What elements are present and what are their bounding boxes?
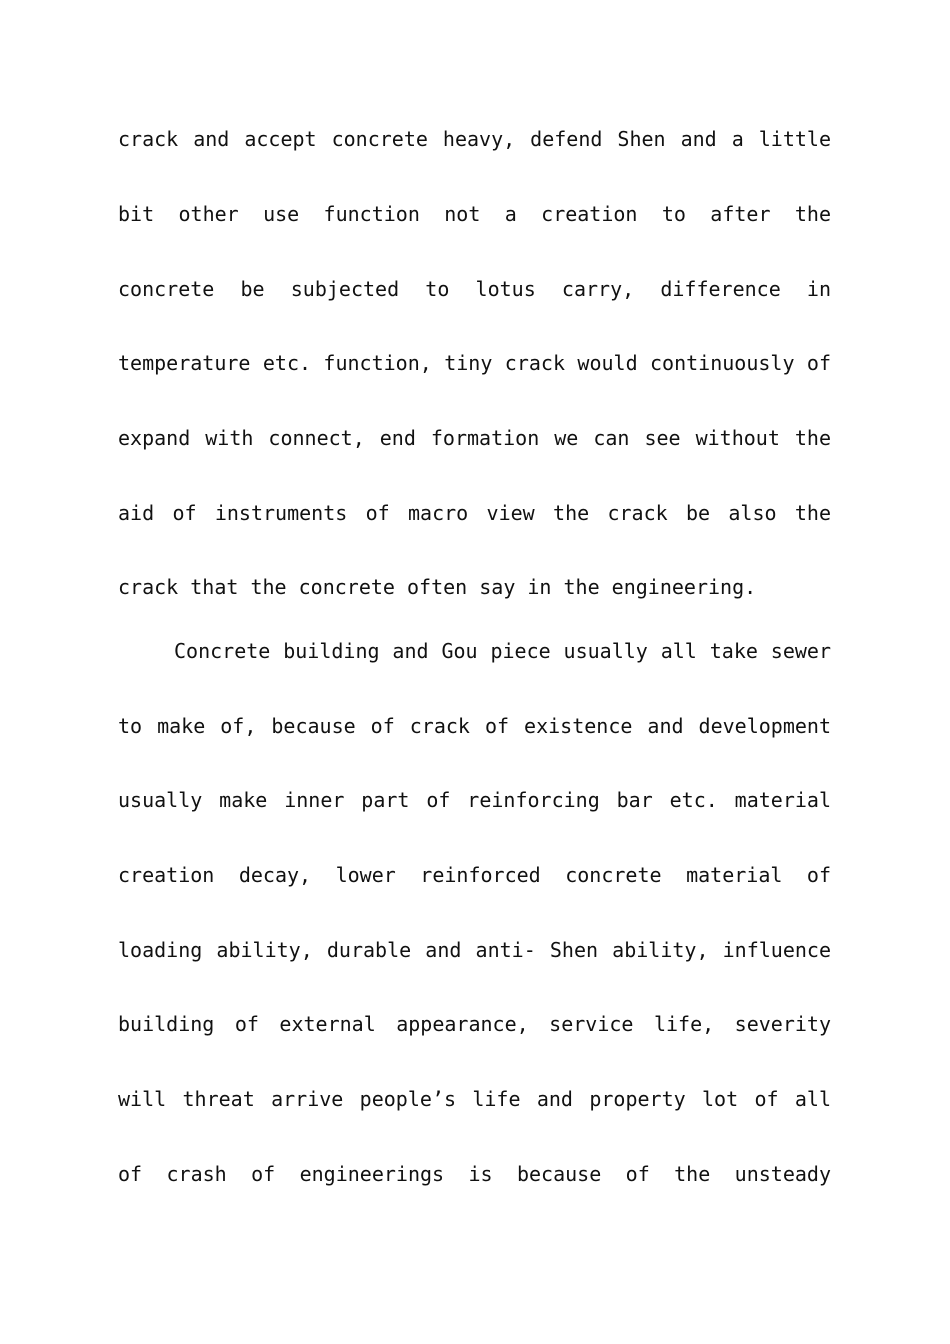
paragraph-first-line: Concrete building and Gou piece usually all take sewer — [174, 639, 831, 663]
text-line: will threat arrive people’s life and property lot of all — [118, 1087, 831, 1111]
text-line: loading ability, durable and anti- Shen ability, influence — [118, 938, 831, 962]
text-line: creation decay, lower reinforced concrete material of — [118, 863, 831, 887]
text-line: concrete be subjected to lotus carry, difference in — [118, 277, 831, 301]
text-line: bit other use function not a creation to after the — [118, 202, 831, 226]
text-line: crack that the concrete often say in the engineering. — [118, 575, 757, 599]
text-line: temperature etc. function, tiny crack would continuously of — [118, 351, 831, 375]
text-line: usually make inner part of reinforcing bar etc. material — [118, 788, 831, 812]
text-line: to make of, because of crack of existence and development — [118, 714, 831, 738]
text-line: expand with connect, end formation we can see without the — [118, 426, 831, 450]
text-line: aid of instruments of macro view the crack be also the — [118, 501, 831, 525]
text-line: crack and accept concrete heavy, defend Shen and a little — [118, 127, 831, 151]
text-line: building of external appearance, service life, severity — [118, 1012, 831, 1036]
text-line: of crash of engineerings is because of the unsteady — [118, 1162, 831, 1186]
